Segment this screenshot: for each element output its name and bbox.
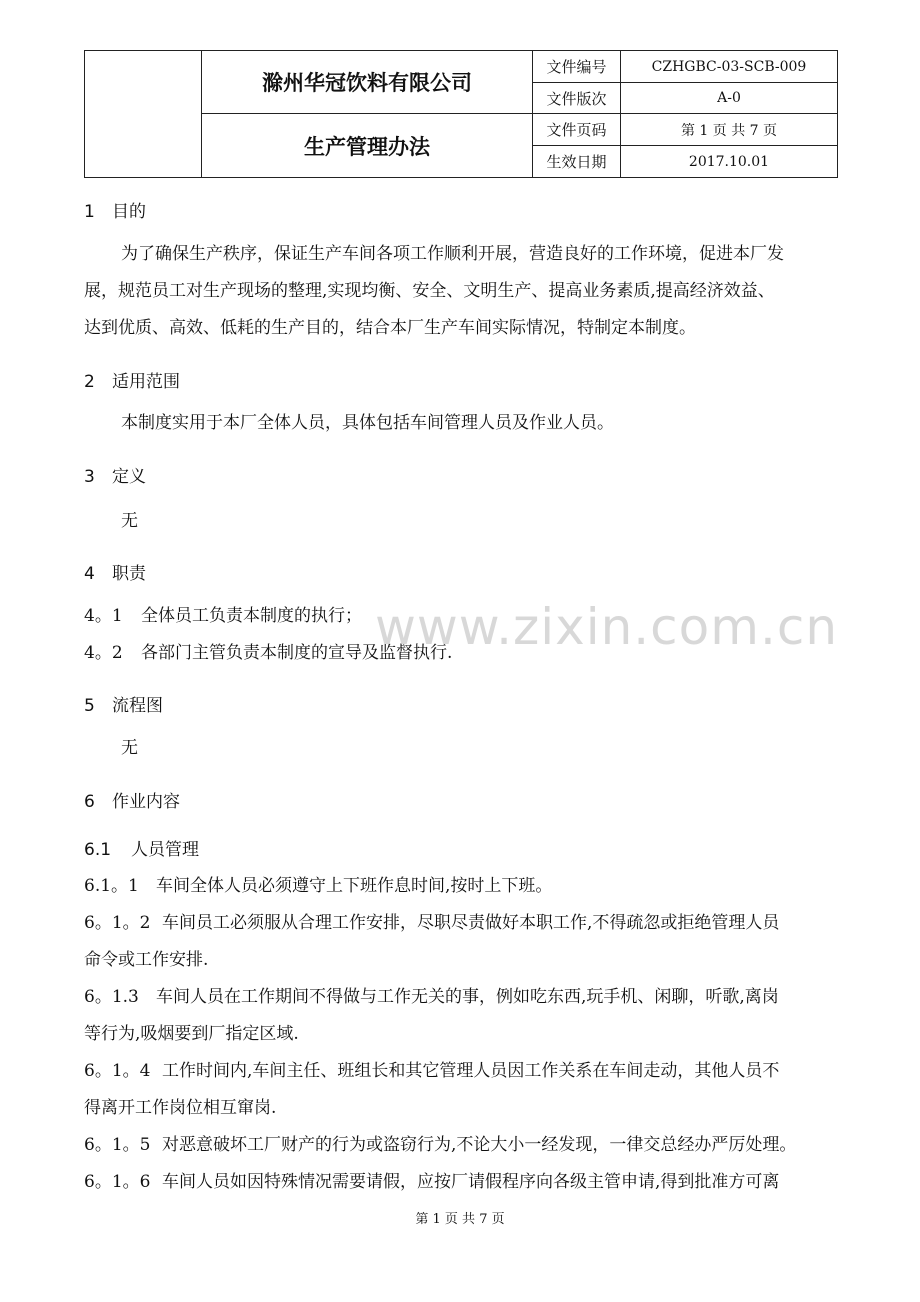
section-heading-purpose: 1 目的 — [84, 202, 146, 222]
list-item: 6。1。2 车间员工必须服从合理工作安排，尽职尽责做好本职工作,不得疏忽或拒绝管理人员 — [84, 913, 780, 933]
list-item: 6.1。1 车间全体人员必须遵守上下班作息时间,按时上下班。 — [84, 876, 553, 896]
field-value-version: A-0 — [621, 83, 838, 114]
field-value-effective-date: 2017.10.01 — [621, 146, 838, 178]
list-item: 6。1.3 车间人员在工作期间不得做与工作无关的事，例如吃东西,玩手机、闲聊，听歌,离岗 — [84, 987, 779, 1007]
page-footer: 第 1 页 共 7 页 — [415, 1212, 505, 1227]
list-item: 4。2 各部门主管负责本制度的宣导及监督执行. — [84, 643, 453, 663]
field-label-doc-number: 文件编号 — [533, 51, 621, 83]
document-header-table — [84, 50, 838, 178]
watermark: www.zixin.com.cn — [375, 598, 839, 656]
list-item: 4。1 全体员工负责本制度的执行； — [84, 606, 362, 626]
section-body-definition: 无 — [121, 511, 138, 531]
section-body-personnel: 6.1。1 车间全体人员必须遵守上下班作息时间,按时上下班。 6。1。2 车间员工必须服从合理工作安排，尽职尽责做好本职工作,不得疏忽或拒绝管理人员 命令或工作安排. 6。1.3 车间人员在工作期间不得做与工作无关的事，例如吃东西,玩手机、闲聊，听歌,离岗 等行为,吸烟要到厂指定区域. 6。1。4 工作时间内,车间主任、班组长和其它管理人员因工作关系在车间走动，其他人员不 得离开工作岗位相互窜岗. 6。1。5 对恶意破坏工厂财产的行为或盗窃行为,不论大小一经发现，一律交总经办严厉处理。 6。1。6 车间人员如因特殊情况需要请假，应按厂请假程序向各级主管申请,得到批准方可离 — [84, 868, 837, 1201]
field-label-version: 文件版次 — [533, 83, 621, 114]
list-item: 6。1。6 车间人员如因特殊情况需要请假，应按厂请假程序向各级主管申请,得到批准方可离 — [84, 1172, 780, 1192]
logo-cell — [85, 51, 202, 178]
section-heading-scope: 2 适用范围 — [84, 372, 180, 392]
section-body-scope: 本制度实用于本厂全体人员，具体包括车间管理人员及作业人员。 — [121, 413, 614, 433]
section-heading-definition: 3 定义 — [84, 467, 146, 487]
field-value-doc-number: CZHGBC-03-SCB-009 — [621, 51, 838, 83]
section-heading-flowchart: 5 流程图 — [84, 696, 163, 716]
list-item: 6。1。4 工作时间内,车间主任、班组长和其它管理人员因工作关系在车间走动，其他人员不 — [84, 1061, 780, 1081]
list-item: 6。1。5 对恶意破坏工厂财产的行为或盗窃行为,不论大小一经发现，一律交总经办严厉处理。 — [84, 1135, 797, 1155]
company-name: 滁州华冠饮料有限公司 — [202, 51, 533, 114]
field-label-effective-date: 生效日期 — [533, 146, 621, 178]
document-title: 生产管理办法 — [202, 114, 533, 178]
section-heading-work-content: 6 作业内容 — [84, 792, 180, 812]
field-label-page: 文件页码 — [533, 114, 621, 146]
field-value-page: 第 1 页 共 7 页 — [621, 114, 838, 146]
section-body-flowchart: 无 — [121, 738, 138, 758]
section-body-purpose: 为了确保生产秩序，保证生产车间各项工作顺利开展，营造良好的工作环境，促进本厂发 展，规范员工对生产现场的整理,实现均衡、安全、文明生产、提高业务素质,提高经济效益、 达到优质、高效、低耗的生产目的，结合本厂生产车间实际情况，特制定本制度。 — [84, 244, 784, 338]
section-heading-responsibilities: 4 职责 — [84, 564, 146, 584]
subsection-heading-personnel: 6.1 人员管理 — [84, 840, 199, 860]
